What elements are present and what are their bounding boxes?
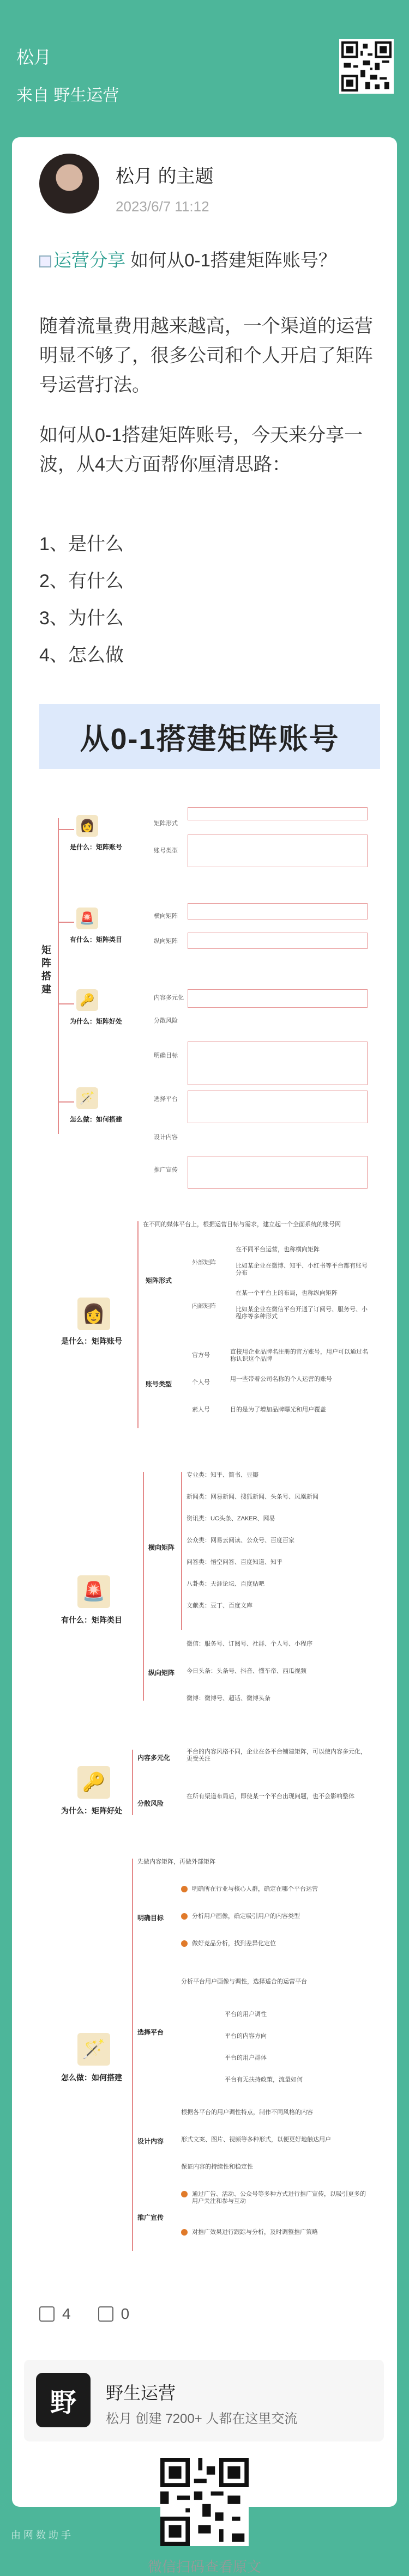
comment-count: 0 <box>121 2305 130 2322</box>
qr-code-icon <box>341 41 392 92</box>
post-title: 松月 的主题 <box>116 166 214 187</box>
like-button[interactable] <box>39 2305 71 2323</box>
mindmap-root: 矩阵搭建 <box>41 945 51 995</box>
root-connector <box>58 818 59 1134</box>
qr-code-top[interactable] <box>339 39 394 94</box>
infographic-banner: 从0-1搭建矩阵账号 <box>39 704 380 769</box>
comment-button[interactable] <box>98 2305 130 2323</box>
avatar[interactable] <box>39 154 99 214</box>
section-why: 🔑 为什么：矩阵好处 内容多元化 分散风险 平台的内容风格不同，企业在各平台铺建矩阵，可以使内容多元化，更受关注 在所有渠道布局后，即使某一个平台出现问题，也不会影响整体 <box>61 1749 366 1815</box>
question-text: 如何从0-1搭建矩阵账号？ <box>130 250 336 270</box>
community-name: 野生运营 <box>106 2383 176 2403</box>
community-desc: 松月 创建 7200+ 人都在这里交流 <box>106 2411 298 2426</box>
watermark: 由 网 数 助 手 <box>11 2530 71 2541</box>
key-icon: 🔑 <box>76 989 98 1011</box>
comment-icon <box>98 2306 113 2322</box>
section-why-label: 为什么：矩阵好处 <box>61 1806 122 1815</box>
alarm-icon: 🚨 <box>76 908 98 929</box>
header-from[interactable]: 来自 野生运营 <box>16 87 119 105</box>
qr-code-bottom[interactable] <box>160 2458 249 2546</box>
post-paragraph-2: 如何从0-1搭建矩阵账号，今天来分享一波，从4大方面帮你厘清思路： <box>39 425 363 475</box>
header-author: 松月 <box>16 47 52 67</box>
section-types: 🚨 有什么：矩阵类目 横向矩阵 专业类：知乎、简书、豆瓣 新闻类：网易新闻、搜狐新闻、头条号、凤凰新闻 资讯类：UC头条、ZAKER、网易 公众类：网易云阅读、公众号、百度百家 问答类：悟空问答、百度知道、知乎 八卦类：天涯论坛、百度贴吧 文献类：豆丁、百度文库 纵向矩阵 微信：服务号、订阅号、社群、个人号、小程序 今日头条：头条号、抖音、懂车帝、西瓜视频 微博：微博号、超话、微博头条 <box>61 1472 318 1702</box>
topic-tag[interactable]: 运营分享 <box>53 250 125 270</box>
section-what: 👩 是什么：矩阵账号 在不同的媒体平台上，根据运营目标与需求，建立起一个全面系统的账号网 矩阵形式 外部矩阵 内部矩阵 在不同平台运营，也称横向矩阵 比如某企业在微博、知乎、小红书等平台都有账号分布 在某一个平台上的布局，也称纵向矩阵 比如某企业在微信平台开通了订阅号、服务号、小程序等多种形式 账号类型 官方号 个人号 素人号 直接用企业品牌名注册的官方账号，用户可以通过名称认识这个品牌 用一些带着公司名称的个人运营的账号 目的是为了增加品牌曝光和用户覆盖 <box>39 1216 380 1450</box>
post-point-3: 3、为什么 <box>39 608 124 629</box>
community-logo: 野 <box>36 2373 91 2427</box>
post-point-2: 2、有什么 <box>39 571 124 592</box>
header <box>0 0 409 125</box>
overview-branch-3: 为什么：矩阵好处 <box>70 1018 123 1025</box>
qr-code-icon <box>160 2458 249 2546</box>
key-icon: 🔑 <box>77 1766 110 1799</box>
overview-mindmap: 矩阵搭建 👩 是什么：矩阵账号 矩阵形式 账号类型 🚨 有什么：矩阵类目 横向矩阵 纵向矩阵 🔑 为什么：矩阵好处 内容多元化 分散风险 🪄 怎么做：如何搭建 明确目标 选择平台 设计内容 推广宣传 <box>39 775 380 1199</box>
post-image-infographic[interactable] <box>39 704 380 2273</box>
post-question <box>39 246 336 272</box>
person-icon: 👩 <box>76 815 98 837</box>
overview-branch-1: 是什么：矩阵账号 <box>70 843 123 851</box>
alarm-icon: 🚨 <box>77 1575 110 1608</box>
section-types-label: 有什么：矩阵类目 <box>61 1616 122 1624</box>
section-how-label: 怎么做：如何搭建 <box>61 2073 122 2082</box>
magic-wand-icon: 🪄 <box>77 2033 110 2066</box>
post-date: 2023/6/7 11:12 <box>116 198 209 215</box>
post-paragraph-1: 随着流量费用越来越高，一个渠道的运营明显不够了，很多公司和个人开启了矩阵号运营打法。 <box>39 316 373 395</box>
topic-tag-icon <box>39 255 51 267</box>
thumbs-up-icon <box>39 2306 55 2322</box>
community-card[interactable] <box>24 2360 384 2441</box>
scan-hint: 微信扫码查看原文 <box>147 2559 261 2575</box>
magic-wand-icon: 🪄 <box>76 1087 98 1109</box>
overview-branch-2: 有什么：矩阵类目 <box>70 936 123 943</box>
post-point-4: 4、怎么做 <box>39 645 124 666</box>
post-point-1: 1、是什么 <box>39 534 124 555</box>
person-icon: 👩 <box>77 1298 110 1330</box>
overview-branch-4: 怎么做：如何搭建 <box>70 1116 123 1123</box>
post-actions <box>39 2305 129 2323</box>
like-count: 4 <box>62 2305 71 2322</box>
section-what-label: 是什么：矩阵账号 <box>61 1337 122 1345</box>
section-how: 🪄 怎么做：如何搭建 先做内容矩阵，再做外部矩阵 明确目标 明确所在行业与核心人群，确定在哪个平台运营 分析用户画像，确定吸引用户的内容类型 做好竞品分析，找到差异化定位 选择平台 分析平台用户画像与调性，选择适合的运营平台 平台的用户调性 平台的内容方向 平台的用户群体 平台有无扶持政策，流量如何 设计内容 根据各平台的用户调性特点，制作不同风格的内容 形式文案、图片、视频等多种形式，以便更好地触达用户 保证内容的持续性和稳定性 推广宣传 通过广告、活动、公众号等多种方式进行推广宣传，以吸引更多的用户关注和参与互动 对推广效果进行跟踪与分析，及时调整推广策略 <box>39 1853 380 2267</box>
